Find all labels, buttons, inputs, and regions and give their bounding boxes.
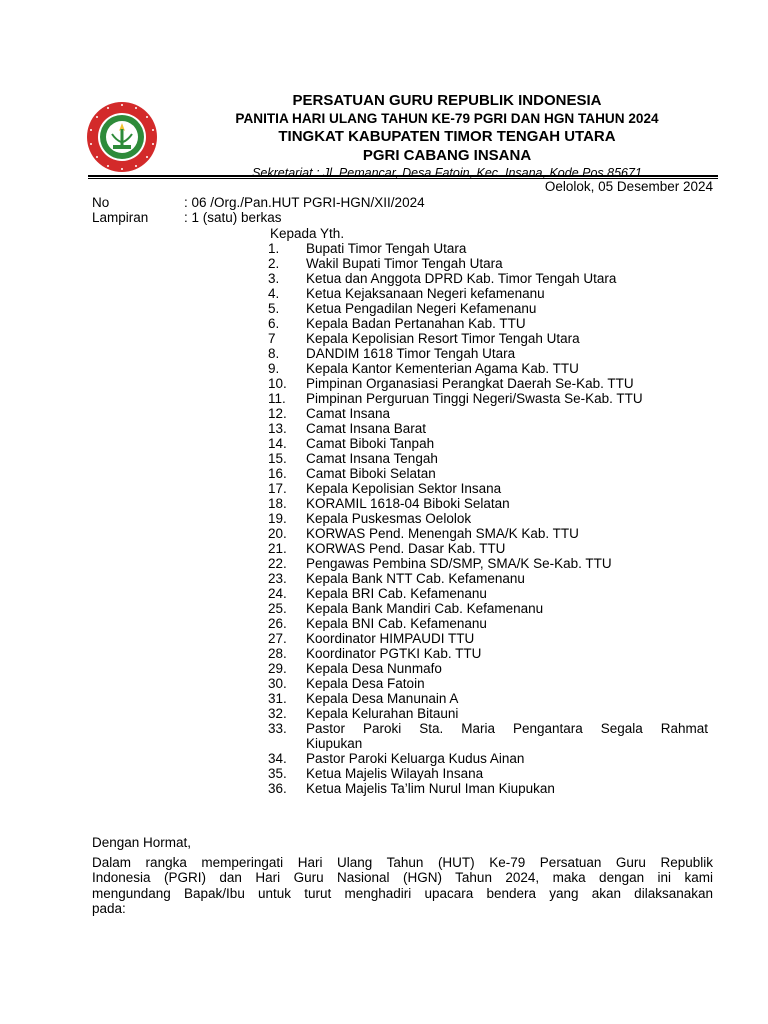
letterhead xyxy=(160,92,734,182)
recipient-name: Ketua Pengadilan Negeri Kefamenanu xyxy=(306,301,537,316)
recipient-item xyxy=(268,346,708,361)
recipient-number: 31. xyxy=(268,691,287,706)
recipient-number: 36. xyxy=(268,781,287,796)
recipient-item xyxy=(268,301,708,316)
recipient-name: Kepala Puskesmas Oelolok xyxy=(306,511,472,526)
recipient-item xyxy=(268,496,708,511)
recipient-number: 30. xyxy=(268,676,287,691)
recipient-name: Kepala Desa Fatoin xyxy=(306,676,425,691)
recipient-list xyxy=(268,241,708,796)
recipient-number: 7 xyxy=(268,331,276,346)
recipient-name: Camat Insana Tengah xyxy=(306,451,438,466)
recipient-item xyxy=(268,556,708,571)
recipient-name: Pastor Paroki Sta. Maria Pengantara Segala Rahmat xyxy=(306,721,708,736)
recipient-item xyxy=(268,406,708,421)
recipient-item xyxy=(268,376,708,391)
recipient-item xyxy=(268,271,708,286)
recipient-item xyxy=(268,706,708,721)
recipient-item xyxy=(268,466,708,481)
attachment-label: Lampiran xyxy=(92,210,149,225)
number-label: No xyxy=(92,195,110,210)
recipient-name: Ketua Majelis Wilayah Insana xyxy=(306,766,484,781)
recipient-name: Kepala Kepolisian Sektor Insana xyxy=(306,481,502,496)
secretariat-address: Sekretariat : Jl. Pemancar, Desa Fatoin, Kec. Insana, Kode Pos 85671 xyxy=(252,166,642,180)
recipient-item xyxy=(268,571,708,586)
recipient-name: Kepala BNI Cab. Kefamenanu xyxy=(306,616,487,631)
recipient-item xyxy=(268,676,708,691)
recipient-item xyxy=(268,661,708,676)
recipient-item xyxy=(268,586,708,601)
recipient-item xyxy=(268,631,708,646)
recipient-item xyxy=(268,286,708,301)
recipient-name: KORAMIL 1618-04 Biboki Selatan xyxy=(306,496,510,511)
recipient-item xyxy=(268,751,708,766)
recipient-item xyxy=(268,601,708,616)
attachment-value: : 1 (satu) berkas xyxy=(184,210,282,225)
recipient-name: Camat Biboki Selatan xyxy=(306,466,436,481)
recipient-name: Camat Biboki Tanpah xyxy=(306,436,435,451)
recipient-number: 4. xyxy=(268,286,280,301)
level-name: TINGKAT KABUPATEN TIMOR TENGAH UTARA xyxy=(278,128,616,145)
pgri-logo-icon xyxy=(86,101,158,173)
recipient-name: Kepala Desa Manunain A xyxy=(306,691,459,706)
recipient-name: Kepala Bank Mandiri Cab. Kefamenanu xyxy=(306,601,544,616)
body-line: pada: xyxy=(92,900,126,916)
recipient-number: 18. xyxy=(268,496,287,511)
recipient-name: Ketua dan Anggota DPRD Kab. Timor Tengah Utara xyxy=(306,271,617,286)
recipient-name: Koordinator HIMPAUDI TTU xyxy=(306,631,475,646)
addressee-heading: Kepada Yth. xyxy=(270,226,345,241)
committee-name: PANITIA HARI ULANG TAHUN KE-79 PGRI DAN HGN TAHUN 2024 xyxy=(235,111,659,126)
recipient-number: 1. xyxy=(268,241,280,256)
recipient-number: 17. xyxy=(268,481,287,496)
body-line: Indonesia (PGRI) dan Hari Guru Nasional (HGN) Tahun 2024, maka dengan ini kami xyxy=(92,870,713,886)
recipient-number: 5. xyxy=(268,301,280,316)
recipient-name: Pimpinan Perguruan Tinggi Negeri/Swasta Se-Kab. TTU xyxy=(306,391,643,406)
recipient-number: 33. xyxy=(268,721,287,736)
number-value: : 06 /Org./Pan.HUT PGRI-HGN/XII/2024 xyxy=(184,195,425,210)
recipient-number: 24. xyxy=(268,586,287,601)
recipient-name: Kepala Badan Pertanahan Kab. TTU xyxy=(306,316,526,331)
recipient-item xyxy=(268,721,708,751)
recipient-item xyxy=(268,436,708,451)
recipient-number: 14. xyxy=(268,436,287,451)
recipient-name: Pastor Paroki Keluarga Kudus Ainan xyxy=(306,751,525,766)
recipient-item xyxy=(268,481,708,496)
recipient-item xyxy=(268,526,708,541)
recipient-item xyxy=(268,766,708,781)
recipient-number: 15. xyxy=(268,451,287,466)
body-paragraph xyxy=(92,855,713,916)
recipient-name: Camat Insana Barat xyxy=(306,421,427,436)
recipient-item xyxy=(268,451,708,466)
recipient-number: 13. xyxy=(268,421,287,436)
recipient-number: 20. xyxy=(268,526,287,541)
recipient-name: Kepala Kelurahan Bitauni xyxy=(306,706,459,721)
recipient-name: KORWAS Pend. Dasar Kab. TTU xyxy=(306,541,506,556)
recipient-item xyxy=(268,361,708,376)
recipient-item xyxy=(268,691,708,706)
recipient-name: DANDIM 1618 Timor Tengah Utara xyxy=(306,346,516,361)
recipient-number: 21. xyxy=(268,541,287,556)
recipient-number: 9. xyxy=(268,361,280,376)
recipient-number: 8. xyxy=(268,346,280,361)
recipient-number: 34. xyxy=(268,751,287,766)
recipient-name: Kepala Kepolisian Resort Timor Tengah Utara xyxy=(306,331,580,346)
recipient-number: 25. xyxy=(268,601,287,616)
place-date: Oelolok, 05 Desember 2024 xyxy=(544,179,713,194)
recipient-name: Pimpinan Organasiasi Perangkat Daerah Se-Kab. TTU xyxy=(306,376,634,391)
recipient-name: Kepala BRI Cab. Kefamenanu xyxy=(306,586,487,601)
branch-name: PGRI CABANG INSANA xyxy=(362,147,532,164)
recipient-item xyxy=(268,541,708,556)
recipient-name: Kepala Kantor Kementerian Agama Kab. TTU xyxy=(306,361,579,376)
recipient-number: 27. xyxy=(268,631,287,646)
recipient-item xyxy=(268,241,708,256)
recipient-name: Ketua Kejaksanaan Negeri kefamenanu xyxy=(306,286,545,301)
recipient-item xyxy=(268,316,708,331)
salutation: Dengan Hormat, xyxy=(92,835,192,850)
recipient-number: 35. xyxy=(268,766,287,781)
recipient-name: Kepala Bank NTT Cab. Kefamenanu xyxy=(306,571,525,586)
recipient-number: 16. xyxy=(268,466,287,481)
recipient-item xyxy=(268,391,708,406)
recipient-item xyxy=(268,421,708,436)
recipient-number: 6. xyxy=(268,316,280,331)
recipient-number: 22. xyxy=(268,556,287,571)
recipient-number: 32. xyxy=(268,706,287,721)
body-line: mengundang Bapak/Ibu untuk turut menghadiri upacara bendera yang akan dilaksanakan xyxy=(92,885,713,901)
org-name: PERSATUAN GURU REPUBLIK INDONESIA xyxy=(292,92,602,109)
recipient-item xyxy=(268,511,708,526)
header-divider xyxy=(88,175,718,177)
recipient-number: 23. xyxy=(268,571,287,586)
recipient-name: Pengawas Pembina SD/SMP, SMA/K Se-Kab. TTU xyxy=(306,556,612,571)
recipient-name: Kepala Desa Nunmafo xyxy=(306,661,442,676)
recipient-name: Ketua Majelis Ta’lim Nurul Iman Kiupukan xyxy=(306,781,555,796)
recipient-name: Koordinator PGTKI Kab. TTU xyxy=(306,646,482,661)
recipient-number: 12. xyxy=(268,406,287,421)
recipient-item xyxy=(268,646,708,661)
recipient-number: 19. xyxy=(268,511,287,526)
recipient-name: Bupati Timor Tengah Utara xyxy=(306,241,467,256)
recipient-item xyxy=(268,256,708,271)
recipient-number: 3. xyxy=(268,271,280,286)
recipient-number: 2. xyxy=(268,256,280,271)
recipient-item xyxy=(268,331,708,346)
body-line: Dalam rangka memperingati Hari Ulang Tahun (HUT) Ke-79 Persatuan Guru Republik xyxy=(92,855,713,870)
recipient-name: Wakil Bupati Timor Tengah Utara xyxy=(306,256,503,271)
recipient-number: 29. xyxy=(268,661,287,676)
recipient-name: KORWAS Pend. Menengah SMA/K Kab. TTU xyxy=(306,526,579,541)
recipient-number: 26. xyxy=(268,616,287,631)
recipient-name: Camat Insana xyxy=(306,406,391,421)
recipient-number: 28. xyxy=(268,646,287,661)
recipient-number: 11. xyxy=(268,391,286,406)
recipient-item xyxy=(268,616,708,631)
recipient-number: 10. xyxy=(268,376,287,391)
recipient-item xyxy=(268,781,708,796)
recipient-name-continued: Kiupukan xyxy=(306,736,363,751)
